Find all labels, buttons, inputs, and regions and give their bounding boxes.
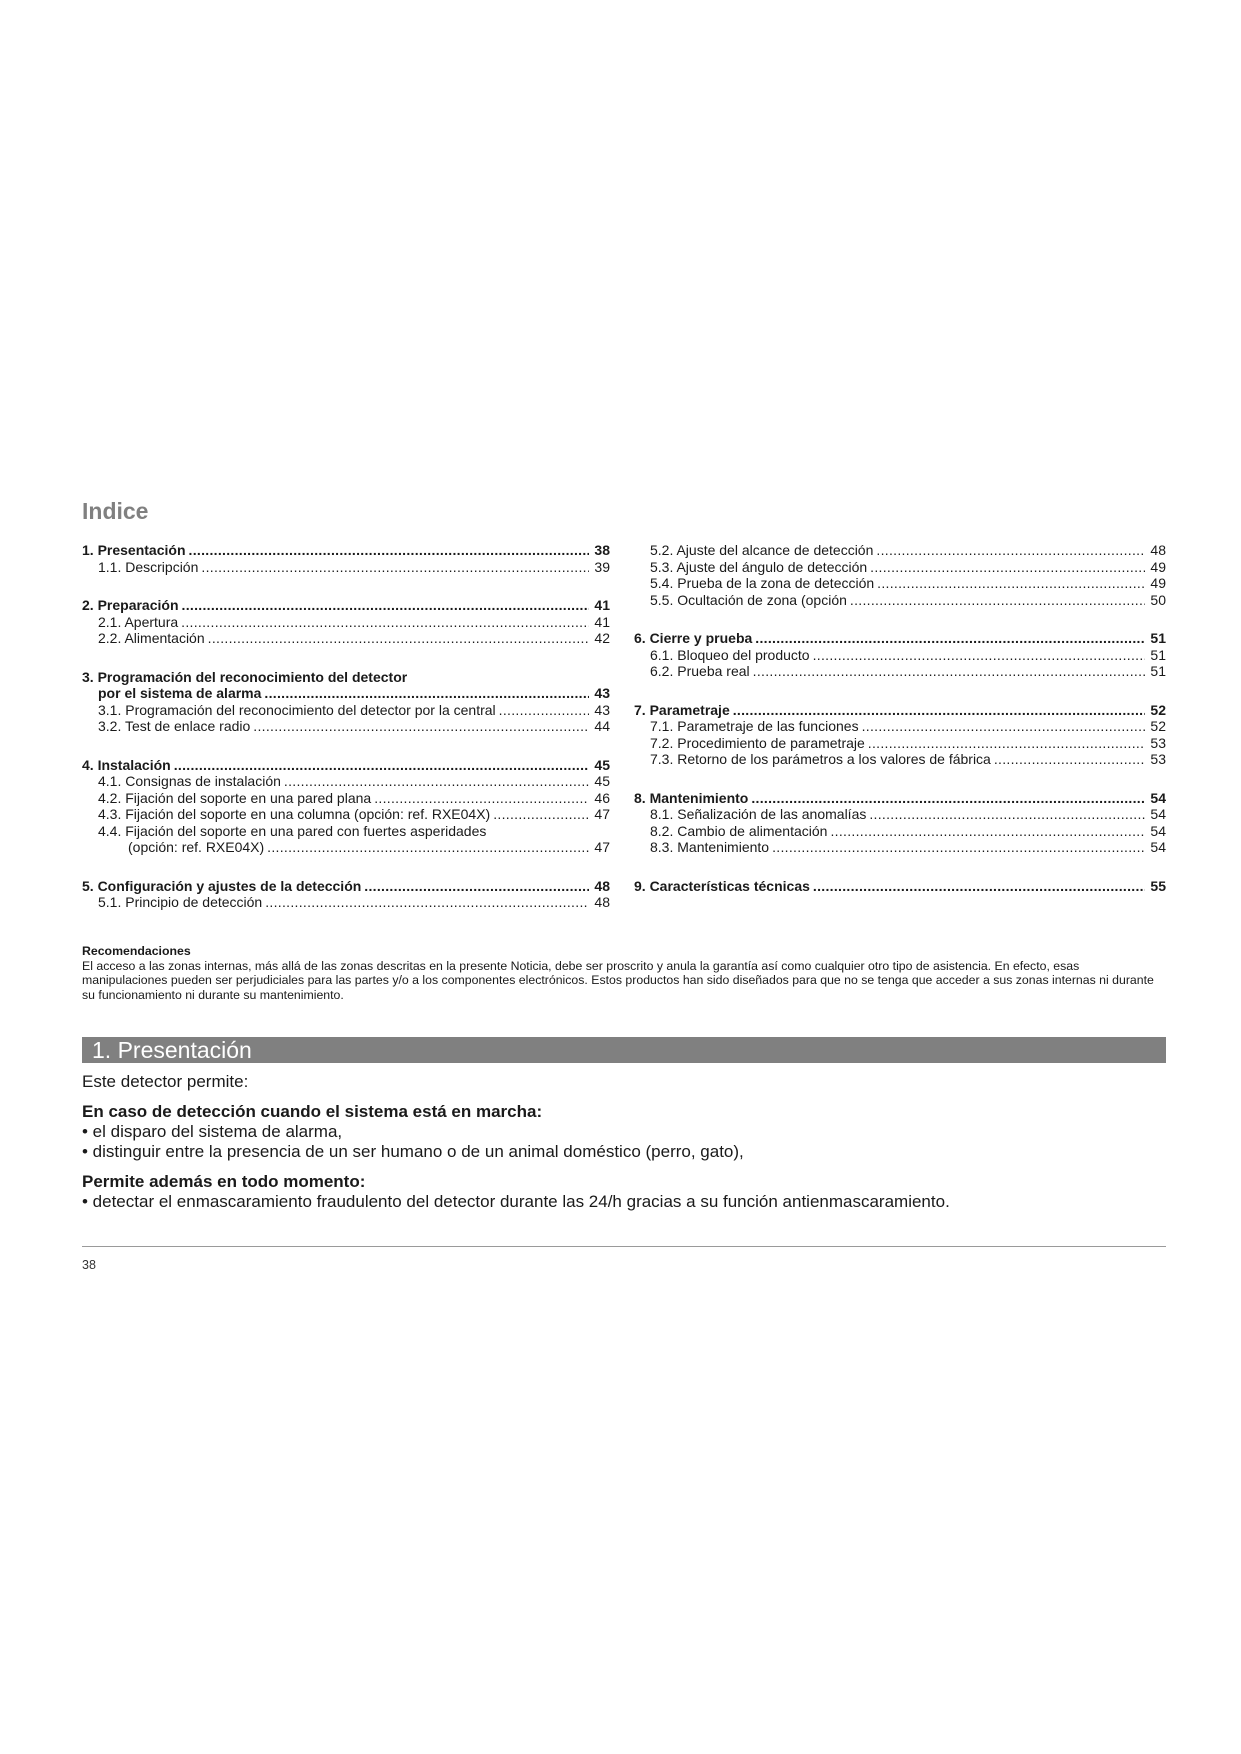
toc-entry-page: 45 [594, 773, 610, 789]
toc-entry-label: 4. Instalación [82, 756, 171, 773]
toc-entry-page: 53 [1150, 734, 1166, 751]
toc-entry[interactable] [82, 542, 610, 559]
toc-entry[interactable] [634, 806, 1166, 823]
toc-leader-dots [189, 542, 590, 559]
section-heading: 1. Presentación [92, 1037, 252, 1063]
toc-group [82, 757, 610, 856]
toc-entry[interactable] [82, 878, 610, 895]
toc-entry-label: 3.1. Programación del reconocimiento del detector por la central [98, 701, 496, 718]
toc-entry[interactable] [634, 878, 1166, 895]
toc-leader-dots [265, 894, 589, 911]
toc-group [82, 542, 610, 575]
toc-entry-page: 53 [1150, 751, 1166, 767]
toc-entry-label: 4.2. Fijación del soporte en una pared plana [98, 789, 372, 806]
toc-leader-dots [751, 790, 1145, 807]
toc-leader-dots [772, 839, 1145, 856]
toc-entry[interactable] [82, 757, 610, 774]
toc-entry[interactable] [82, 823, 610, 840]
toc-leader-dots [374, 790, 589, 807]
toc-leader-dots [182, 597, 590, 614]
toc-entry[interactable] [82, 702, 610, 719]
toc-entry[interactable] [82, 894, 610, 911]
toc-entry-page: 44 [594, 718, 610, 734]
toc-leader-dots [877, 575, 1145, 592]
toc-entry-label: por el sistema de alarma [98, 685, 262, 701]
toc-leader-dots [253, 718, 589, 735]
toc-entry-label: 5.5. Ocultación de zona (opción [650, 591, 847, 608]
toc-leader-dots [493, 806, 589, 823]
toc-entry-label: 1.1. Descripción [98, 558, 199, 575]
toc-entry[interactable] [82, 597, 610, 614]
toc-entry-label: 8.1. Señalización de las anomalías [650, 806, 867, 822]
toc-entry[interactable] [82, 790, 610, 807]
toc-entry-page: 38 [594, 542, 610, 558]
section-heading-bar [82, 1037, 1166, 1063]
page-number: 38 [82, 1258, 96, 1272]
toc-entry-label: 4.1. Consignas de instalación [98, 773, 281, 789]
toc-entry-page: 54 [1150, 839, 1166, 855]
toc-entry[interactable] [634, 735, 1166, 752]
toc-group [634, 702, 1166, 768]
toc-entry[interactable] [634, 647, 1166, 664]
toc-entry[interactable] [82, 685, 610, 702]
section-body [82, 1072, 1166, 1212]
toc-leader-dots [174, 757, 589, 774]
toc-entry-page: 50 [1150, 591, 1166, 608]
recommendations-title: Recomendaciones [82, 944, 191, 958]
toc-entry-label: 6. Cierre y prueba [634, 630, 753, 646]
toc-leader-dots [753, 663, 1145, 680]
toc-entry-page: 48 [1150, 542, 1166, 558]
toc-entry-label: 4.3. Fijación del soporte en una columna (opción: ref. RXE04X) [98, 806, 491, 822]
toc-leader-dots [364, 878, 589, 895]
toc-entry[interactable] [82, 718, 610, 735]
index-title: Indice [82, 498, 149, 524]
toc-entry[interactable] [634, 790, 1166, 807]
toc-entry-page: 51 [1150, 646, 1166, 663]
toc-leader-dots [267, 839, 589, 856]
toc-leader-dots [813, 878, 1145, 895]
toc-entry-page: 55 [1150, 877, 1166, 894]
toc-entry[interactable] [634, 839, 1166, 856]
toc-entry-label: 7.3. Retorno de los parámetros a los valores de fábrica [650, 751, 991, 767]
toc-leader-dots [813, 647, 1145, 664]
toc-entry[interactable] [634, 823, 1166, 840]
bullet-item: • el disparo del sistema de alarma, [82, 1122, 343, 1141]
subheading-running: En caso de detección cuando el sistema está en marcha: [82, 1102, 543, 1121]
toc-entry[interactable] [82, 614, 610, 631]
toc-leader-dots [755, 630, 1145, 647]
toc-entry-page: 43 [594, 685, 610, 701]
toc-entry[interactable] [82, 559, 610, 576]
bullet-item: • detectar el enmascaramiento fraudulento del detector durante las 24/h gracias a su función antienmascaramiento. [82, 1192, 950, 1211]
toc-entry-page: 39 [594, 558, 610, 575]
toc-leader-dots [830, 823, 1145, 840]
toc-entry-page: 49 [1150, 558, 1166, 575]
toc-entry[interactable] [634, 702, 1166, 719]
toc-entry-page: 45 [594, 756, 610, 773]
toc-entry-page: 41 [594, 597, 610, 613]
toc-leader-dots [201, 559, 589, 576]
toc-group [82, 878, 610, 911]
toc-leader-dots [876, 542, 1145, 559]
toc-group [634, 630, 1166, 680]
toc-entry-page: 54 [1150, 789, 1166, 806]
toc-entry[interactable] [634, 575, 1166, 592]
toc-entry[interactable] [634, 559, 1166, 576]
toc-entry-page: 48 [594, 894, 610, 910]
recommendations [82, 944, 1166, 1002]
toc-entry-label: 3. Programación del reconocimiento del detector [82, 668, 408, 685]
toc-leader-dots [264, 685, 589, 702]
toc-entry-label: 5.2. Ajuste del alcance de detección [650, 542, 874, 558]
toc-leader-dots [208, 630, 589, 647]
toc-entry-page: 52 [1150, 701, 1166, 718]
toc-leader-dots [868, 735, 1145, 752]
toc-leader-dots [284, 773, 589, 790]
toc-entry[interactable] [634, 751, 1166, 768]
toc-group [634, 542, 1166, 608]
toc-entry-page: 47 [594, 839, 610, 855]
toc-leader-dots [181, 614, 589, 631]
toc-entry[interactable] [82, 839, 610, 856]
toc-entry-page: 51 [1150, 630, 1166, 646]
toc-leader-dots [869, 806, 1145, 823]
toc-entry[interactable] [82, 630, 610, 647]
toc-entry-page: 49 [1150, 575, 1166, 591]
toc-entry-label: 5.1. Principio de detección [98, 894, 263, 910]
toc-entry-page: 51 [1150, 663, 1166, 679]
toc-entry-label: 2.2. Alimentación [98, 630, 205, 646]
toc-entry-label: 2.1. Apertura [98, 613, 179, 630]
toc-entry[interactable] [634, 592, 1166, 609]
toc-entry-label: 5.3. Ajuste del ángulo de detección [650, 558, 868, 575]
toc-entry-label: 8.3. Mantenimiento [650, 839, 770, 855]
intro-text: Este detector permite: [82, 1072, 249, 1091]
toc-entry-label: 1. Presentación [82, 542, 186, 558]
toc-entry-page: 46 [594, 789, 610, 806]
toc-leader-dots [733, 702, 1145, 719]
toc-entry-label: 6.1. Bloqueo del producto [650, 646, 810, 663]
toc-entry-page: 41 [594, 613, 610, 630]
toc-group [634, 790, 1166, 856]
toc-entry-label: 7. Parametraje [634, 701, 730, 718]
toc-entry[interactable] [82, 773, 610, 790]
toc-group [82, 597, 610, 647]
toc-entry-label: (opción: ref. RXE04X) [128, 839, 265, 855]
toc-leader-dots [870, 559, 1145, 576]
bullet-item: • distinguir entre la presencia de un ser humano o de un animal doméstico (perro, gato), [82, 1142, 744, 1161]
toc-leader-dots [994, 751, 1145, 768]
toc-entry-label: 4.4. Fijación del soporte en una pared con fuertes asperidades [98, 822, 487, 839]
toc-left-column [82, 542, 610, 933]
toc-entry-page: 54 [1150, 822, 1166, 839]
toc-entry-page: 47 [594, 806, 610, 822]
toc-entry[interactable] [634, 630, 1166, 647]
toc-entry-label: 5. Configuración y ajustes de la detección [82, 877, 362, 894]
toc-entry-label: 6.2. Prueba real [650, 663, 750, 679]
toc-entry-label: 2. Preparación [82, 597, 179, 613]
toc-entry-label: 8. Mantenimiento [634, 789, 749, 806]
toc-entry[interactable] [82, 669, 610, 686]
toc-entry-page: 52 [1150, 718, 1166, 734]
toc-entry-page: 54 [1150, 806, 1166, 822]
toc-entry-page: 48 [594, 877, 610, 894]
toc-entry-label: 9. Características técnicas [634, 877, 810, 894]
toc-entry[interactable] [634, 718, 1166, 735]
toc-entry-page: 43 [594, 701, 610, 718]
toc-entry-page: 42 [594, 630, 610, 646]
footer-divider [82, 1246, 1166, 1247]
toc-entry-label: 5.4. Prueba de la zona de detección [650, 575, 875, 591]
recommendations-text: El acceso a las zonas internas, más allá de las zonas descritas en la presente Noticia, debe ser proscrito y anula la garantía así como cualquier otro tipo de asistencia. En efecto, esas manipulaciones pueden ser perjudiciales para las partes y/o a los componentes electrónicos. Estos productos han sido diseñados para que no se tenga que acceder a sus zonas internas ni durante su funcionamiento ni durante su mantenimiento. [82, 958, 1154, 1002]
toc-entry[interactable] [82, 806, 610, 823]
toc-leader-dots [862, 718, 1145, 735]
toc-entry[interactable] [634, 542, 1166, 559]
toc-entry[interactable] [634, 663, 1166, 680]
toc-entry-label: 7.1. Parametraje de las funciones [650, 718, 859, 734]
subheading-anytime: Permite además en todo momento: [82, 1172, 366, 1191]
toc-leader-dots [850, 592, 1145, 609]
toc-group [82, 669, 610, 735]
toc-right-column [634, 542, 1166, 916]
toc-entry-label: 7.2. Procedimiento de parametraje [650, 734, 865, 751]
toc-entry-label: 3.2. Test de enlace radio [98, 718, 251, 734]
toc-leader-dots [499, 702, 589, 719]
toc-group [634, 878, 1166, 895]
toc-entry-label: 8.2. Cambio de alimentación [650, 822, 828, 839]
